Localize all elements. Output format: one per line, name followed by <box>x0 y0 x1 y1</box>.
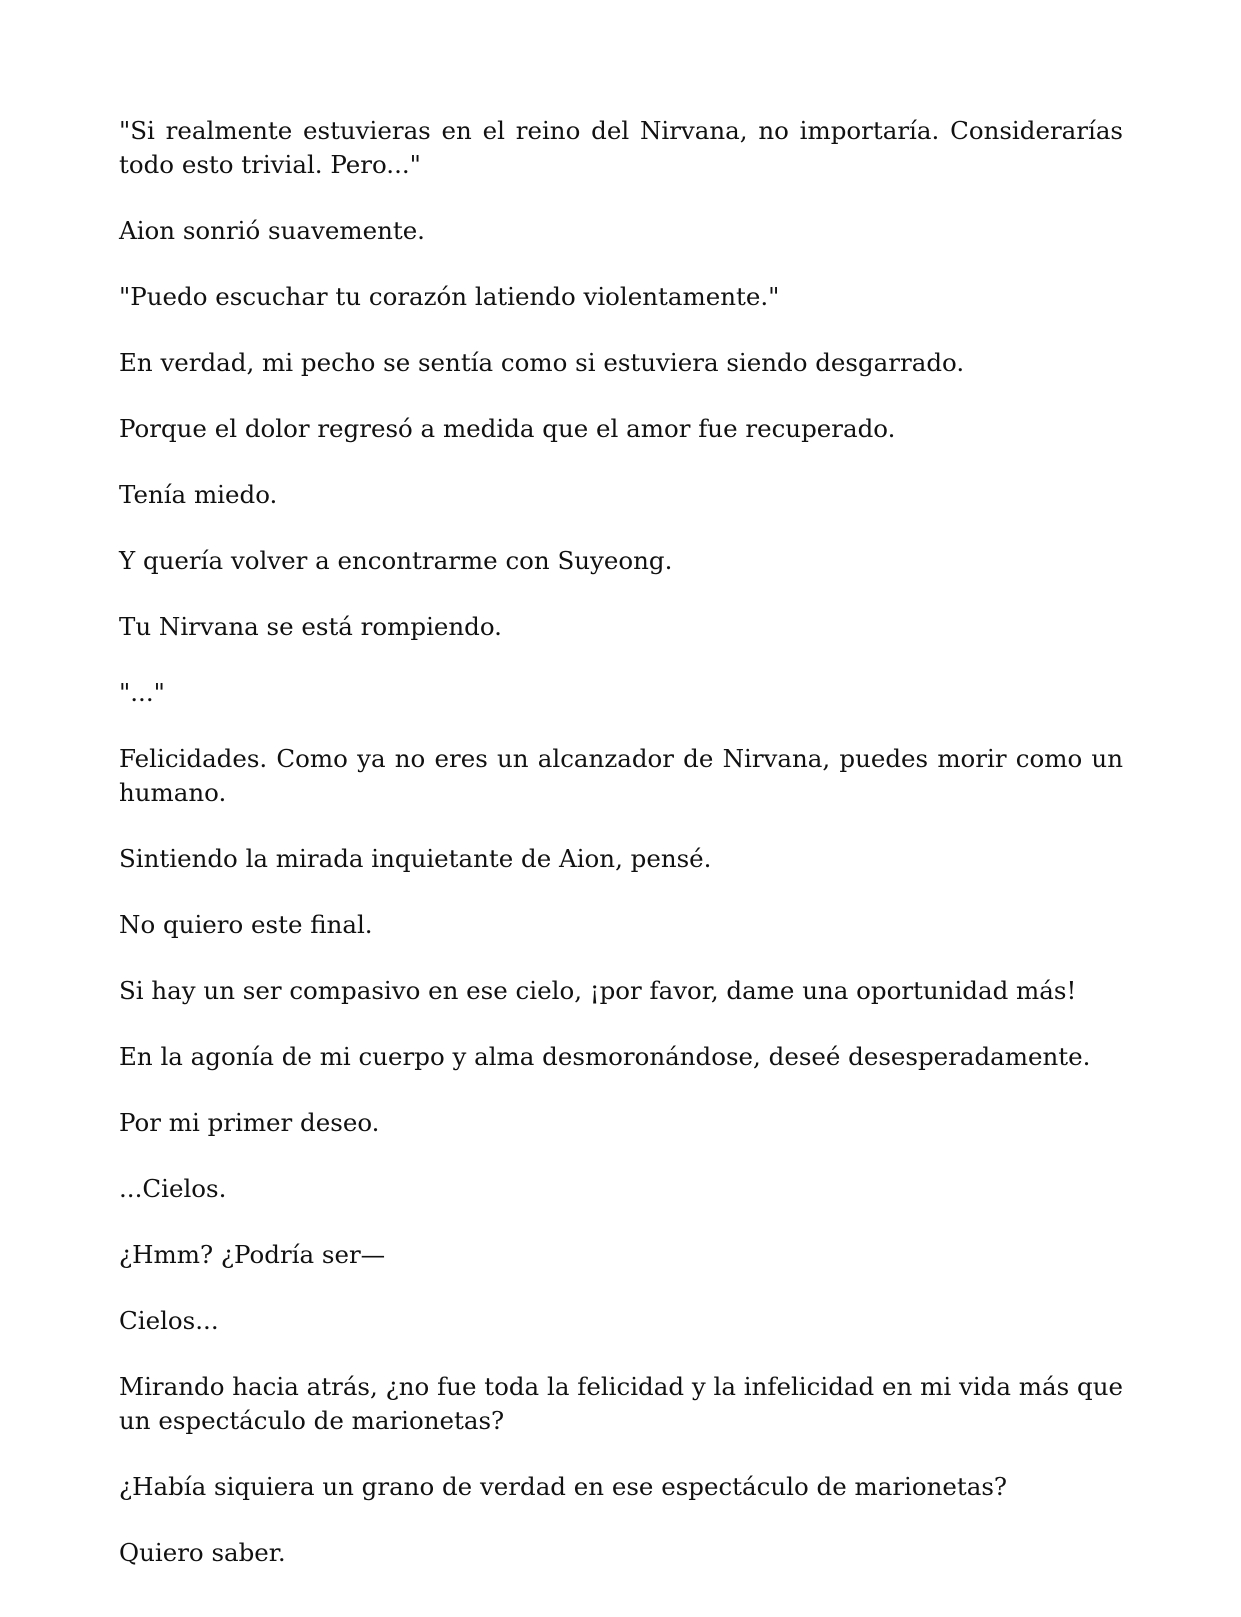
body-text <box>119 114 1123 1602</box>
paragraph: ¿Hmm? ¿Podría ser— <box>119 1240 386 1269</box>
paragraph: En la agonía de mi cuerpo y alma desmoronándose, deseé desesperadamente. <box>119 1042 1091 1071</box>
paragraph: Cielos... <box>119 1306 219 1335</box>
paragraph: "..." <box>119 678 165 707</box>
paragraph: ¿Había siquiera un grano de verdad en ese espectáculo de marionetas? <box>119 1472 1008 1501</box>
paragraph: Por mi primer deseo. <box>119 1108 380 1137</box>
paragraph: No quiero este final. <box>119 910 373 939</box>
paragraph: Aion sonrió suavemente. <box>119 216 425 245</box>
paragraph: Y quería volver a encontrarme con Suyeong. <box>119 546 673 575</box>
paragraph: ...Cielos. <box>119 1174 227 1203</box>
paragraph: Quiero saber. <box>119 1538 286 1567</box>
paragraph: Mirando hacia atrás, ¿no fue toda la felicidad y la infelicidad en mi vida más que un espectáculo de marionetas? <box>119 1372 1123 1435</box>
paragraph: Si hay un ser compasivo en ese cielo, ¡por favor, dame una oportunidad más! <box>119 976 1077 1005</box>
paragraph: "Si realmente estuvieras en el reino del Nirvana, no importaría. Considerarías todo esto trivial. Pero..." <box>119 116 1123 179</box>
paragraph: En verdad, mi pecho se sentía como si estuviera siendo desgarrado. <box>119 348 965 377</box>
paragraph: Tu Nirvana se está rompiendo. <box>119 612 502 641</box>
paragraph: "Puedo escuchar tu corazón latiendo violentamente." <box>119 282 780 311</box>
paragraph: Tenía miedo. <box>119 480 278 509</box>
paragraph: Sintiendo la mirada inquietante de Aion, pensé. <box>119 844 712 873</box>
paragraph: Felicidades. Como ya no eres un alcanzador de Nirvana, puedes morir como un humano. <box>119 744 1123 807</box>
paragraph: Porque el dolor regresó a medida que el amor fue recuperado. <box>119 414 896 443</box>
